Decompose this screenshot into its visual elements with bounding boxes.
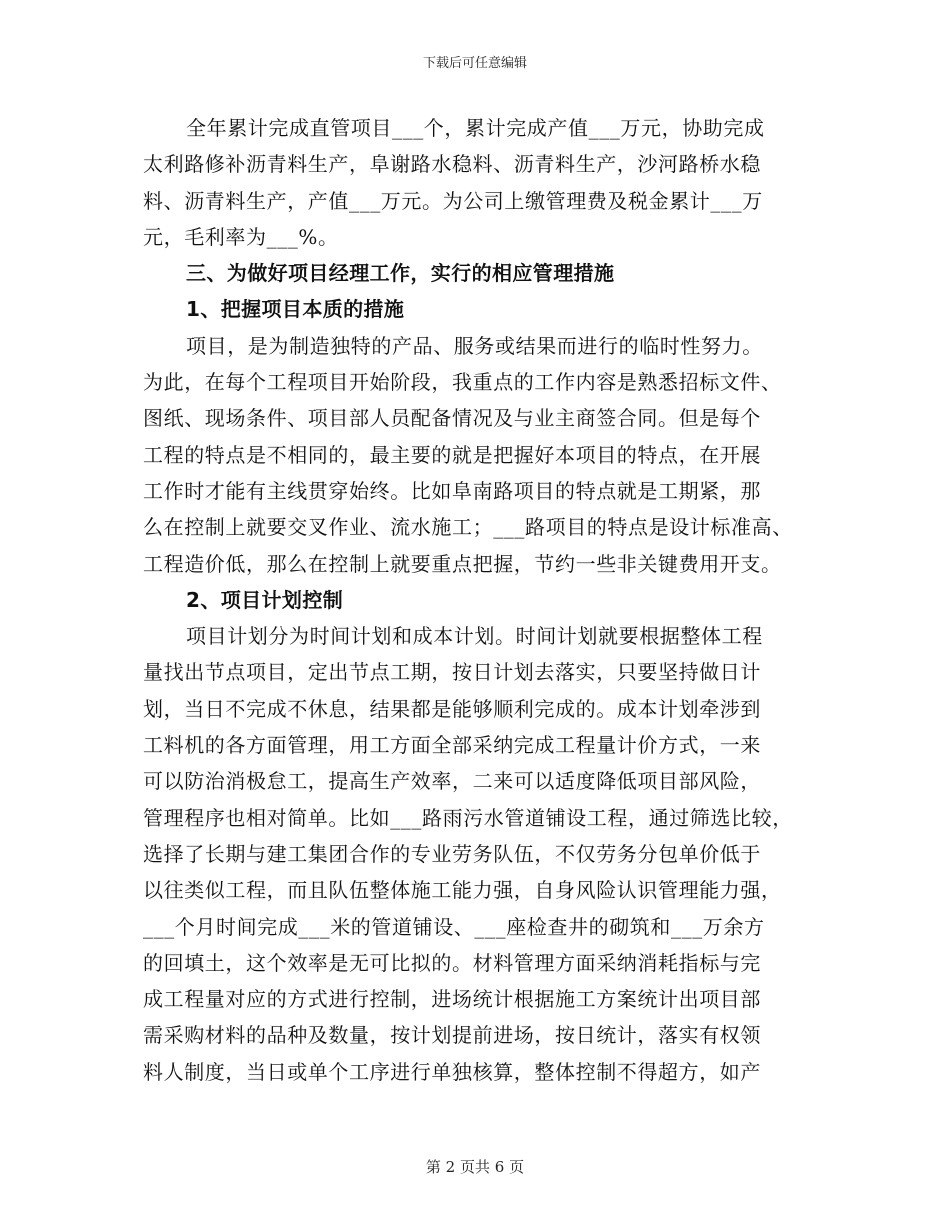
- page-header: 下载后可任意编辑: [422, 56, 527, 71]
- text-line: 图纸、现场条件、项目部人员配备情况及与业主商签合同。但是每个: [143, 406, 761, 431]
- subsection-heading: 1、把握项目本质的措施: [186, 297, 405, 322]
- document-body: [143, 110, 833, 1090]
- text-line: 项目，是为制造独特的产品、服务或结果而进行的临时性努力。: [186, 333, 763, 358]
- text-line: 为此，在每个工程项目开始阶段，我重点的工作内容是熟悉招标文件、: [143, 370, 782, 395]
- text-line: 全年累计完成直管项目___个，累计完成产值___万元，协助完成: [186, 116, 765, 140]
- text-line: 元，毛利率为___%。: [143, 224, 339, 249]
- text-line: 工作时才能有主线贯穿始终。比如阜南路项目的特点就是工期紧，那: [143, 478, 761, 503]
- page-number: 第 2 页共 6 页: [425, 1158, 525, 1176]
- text-line: 管理程序也相对简单。比如___路雨污水管道铺设工程，通过筛选比较，: [143, 805, 793, 830]
- text-line: 工料机的各方面管理，用工方面全部采纳完成工程量计价方式，一来: [143, 733, 761, 758]
- text-line: 料、沥青料生产，产值___万元。为公司上缴管理费及税金累计___万: [143, 188, 763, 213]
- paragraph-plan-control: [143, 618, 833, 1090]
- text-line: 工程造价低，那么在控制上就要重点把握，节约一些非关键费用开支。: [143, 551, 782, 576]
- text-line: 可以防治消极怠工，提高生产效率，二来可以适度降低项目部风险，: [143, 769, 761, 794]
- section-heading: 三、为做好项目经理工作，实行的相应管理措施: [186, 261, 615, 286]
- text-line: 料人制度，当日或单个工序进行单独核算，整体控制不得超方，如产: [143, 1059, 761, 1084]
- subsection-heading: 2、项目计划控制: [186, 587, 344, 612]
- text-line: 太利路修补沥青料生产，阜谢路水稳料、沥青料生产，沙河路桥水稳: [143, 152, 761, 177]
- text-line: ___个月时间完成___米的管道铺设、___座检查井的砌筑和___万余方: [143, 914, 765, 939]
- text-line: 成工程量对应的方式进行控制，进场统计根据施工方案统计出项目部: [143, 987, 761, 1012]
- paragraph-summary: [143, 110, 833, 255]
- text-line: 么在控制上就要交叉作业、流水施工；___路项目的特点是设计标准高、: [143, 515, 793, 540]
- text-line: 选择了长期与建工集团合作的专业劳务队伍，不仅劳务分包单价低于: [143, 841, 761, 866]
- text-line: 需采购材料的品种及数量，按计划提前进场，按日统计，落实有权领: [143, 1023, 761, 1048]
- text-line: 项目计划分为时间计划和成本计划。时间计划就要根据整体工程: [186, 624, 763, 649]
- text-line: 工程的特点是不相同的，最主要的就是把握好本项目的特点，在开展: [143, 442, 761, 467]
- text-line: 量找出节点项目，定出节点工期，按日计划去落实，只要坚持做日计: [143, 660, 761, 685]
- paragraph-project-essence: [143, 328, 833, 582]
- text-line: 以往类似工程，而且队伍整体施工能力强，自身风险认识管理能力强，: [143, 878, 782, 903]
- text-line: 的回填土，这个效率是无可比拟的。材料管理方面采纳消耗指标与完: [143, 950, 761, 975]
- text-line: 划，当日不完成不休息，结果都是能够顺利完成的。成本计划牵涉到: [143, 696, 761, 721]
